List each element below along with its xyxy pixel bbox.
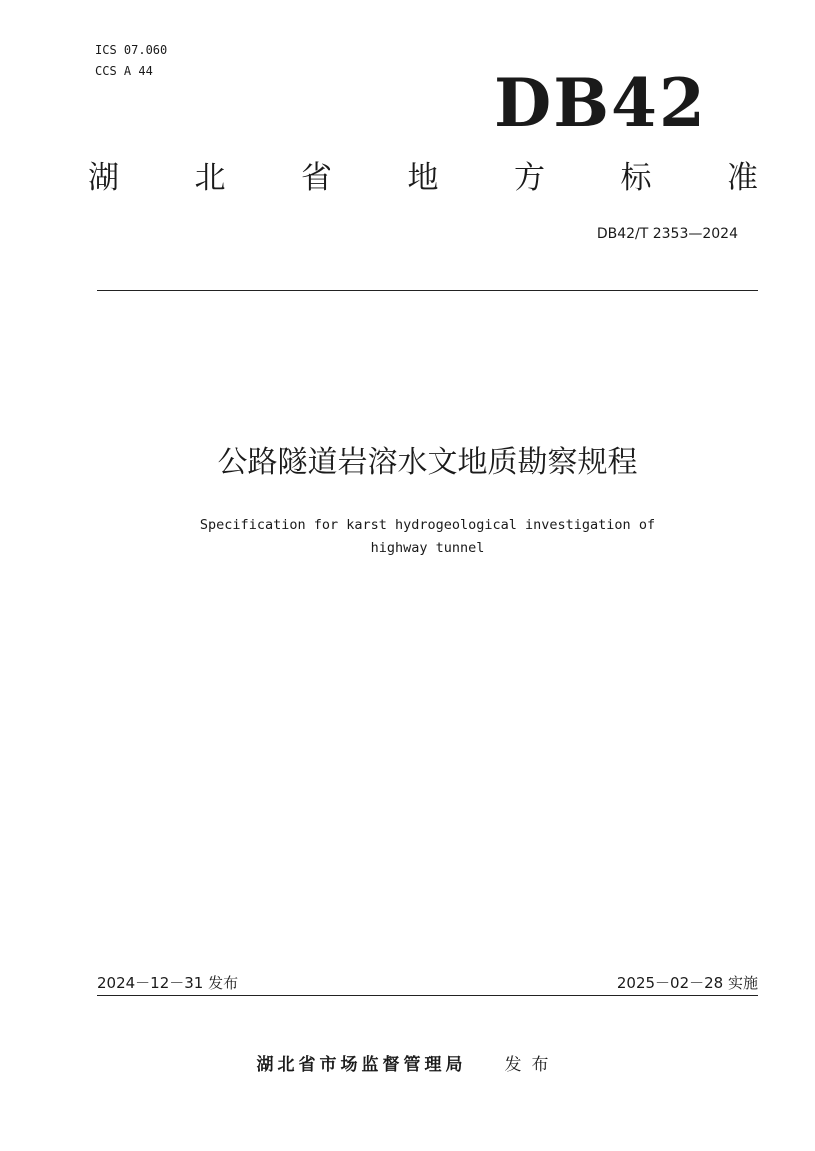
- title-chinese: 公路隧道岩溶水文地质勘察规程: [217, 445, 638, 480]
- standard-type-char: 方: [514, 160, 545, 196]
- title-english-line: highway tunnel: [370, 540, 485, 556]
- bottom-divider: [97, 995, 758, 996]
- title-english-line: Specification for karst hydrogeological investigation of: [199, 517, 656, 533]
- implementation-date: 2025－02－28 实施: [616, 974, 758, 992]
- standard-number: DB42/T 2353—2024: [596, 226, 738, 242]
- publisher-org: 湖北省市场监督管理局: [256, 1055, 467, 1075]
- standard-type-char: 省: [301, 160, 332, 196]
- standard-type-char: 标: [620, 160, 652, 196]
- top-divider: [97, 290, 758, 291]
- standard-type-char: 湖: [88, 160, 119, 196]
- standard-type: [88, 156, 758, 200]
- ics-code: ICS 07.060: [95, 43, 168, 57]
- standard-type-char: 北: [194, 160, 226, 196]
- classification-codes: [95, 40, 167, 82]
- publisher-action: 发布: [504, 1055, 559, 1075]
- issue-date: 2024－12－31 发布: [97, 974, 239, 992]
- title-english: [150, 514, 705, 560]
- standard-type-char: 准: [727, 160, 758, 196]
- ccs-code: CCS A 44: [95, 64, 153, 78]
- standard-type-char: 地: [407, 160, 439, 196]
- publisher: [0, 1052, 815, 1078]
- db-logo: DB42: [494, 64, 707, 142]
